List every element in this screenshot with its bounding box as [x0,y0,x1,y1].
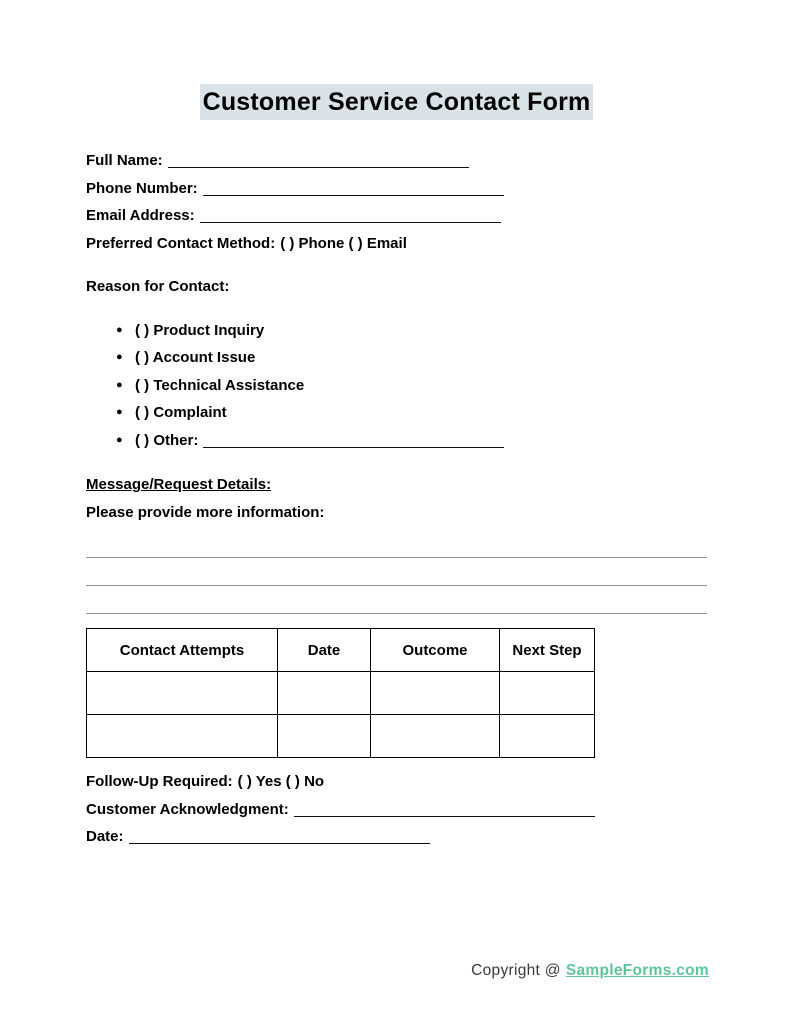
acknowledgment-label: Customer Acknowledgment: [86,800,289,818]
other-write-line [203,433,504,448]
reason-item-other [86,427,707,455]
reason-item-technical-assistance [86,372,707,400]
followup-required-row [86,768,707,796]
reason-item-product-inquiry [86,317,707,345]
bullet-icon: ● [116,323,123,336]
reason-item-label: ( ) Technical Assistance [135,376,305,394]
email-address-label: Email Address: [86,207,195,224]
message-prompt: Please provide more information: [86,503,325,521]
reason-item-complaint [86,399,707,427]
reason-heading: Reason for Contact: [86,278,230,295]
followup-section [86,768,707,851]
full-name-row [86,147,707,175]
table-row [87,715,595,758]
full-name-write-line [168,153,469,168]
title-section [86,0,707,120]
message-write-line [86,530,707,558]
date-label: Date: [86,828,124,845]
contact-info-section [86,147,707,257]
message-section [86,471,707,526]
reason-item-label: ( ) Complaint [135,404,227,421]
table-cell [278,715,371,758]
page-title: Customer Service Contact Form [200,84,594,120]
sampleforms-link[interactable]: SampleForms.com [565,962,709,979]
header-date: Date [278,629,371,672]
phone-number-label: Phone Number: [86,179,198,197]
table-cell [500,672,595,715]
message-details-heading: Message/Request Details: [86,476,272,493]
phone-number-row [86,175,707,203]
acknowledgment-write-line [294,802,595,817]
reason-list [86,317,707,455]
copyright-text: Copyright @ [471,962,561,979]
phone-number-write-line [203,181,504,196]
table-row [87,672,595,715]
email-address-row [86,202,707,230]
header-contact-attempts: Contact Attempts [87,629,278,672]
table-cell [87,672,278,715]
header-outcome: Outcome [371,629,500,672]
table-cell [500,715,595,758]
full-name-label: Full Name: [86,152,163,169]
bullet-icon: ● [116,378,123,391]
bullet-icon: ● [116,406,123,418]
table-cell [278,672,371,715]
preferred-contact-options: ( ) Phone ( ) Email [280,234,407,252]
acknowledgment-row [86,796,707,824]
message-write-line [86,586,707,614]
followup-required-label: Follow-Up Required: [86,773,233,790]
table-cell [371,672,500,715]
bullet-icon: ● [116,351,123,363]
reason-item-label: ( ) Account Issue [135,349,256,366]
preferred-contact-row [86,230,707,258]
reason-item-label: ( ) Product Inquiry [135,321,265,339]
contact-attempts-table [86,628,595,758]
followup-required-options: ( ) Yes ( ) No [237,773,325,790]
bullet-icon: ● [116,433,123,446]
reason-item-label: ( ) Other: [135,431,199,449]
message-write-area [86,530,707,614]
table-cell [371,715,500,758]
reason-item-account-issue [86,344,707,372]
email-address-write-line [200,208,501,223]
message-write-line [86,558,707,586]
table-header-row [87,629,595,672]
preferred-contact-label: Preferred Contact Method: [86,234,276,252]
footer [471,962,709,980]
date-write-line [129,829,430,844]
header-next-step: Next Step [500,629,595,672]
date-row [86,823,707,851]
table-cell [87,715,278,758]
